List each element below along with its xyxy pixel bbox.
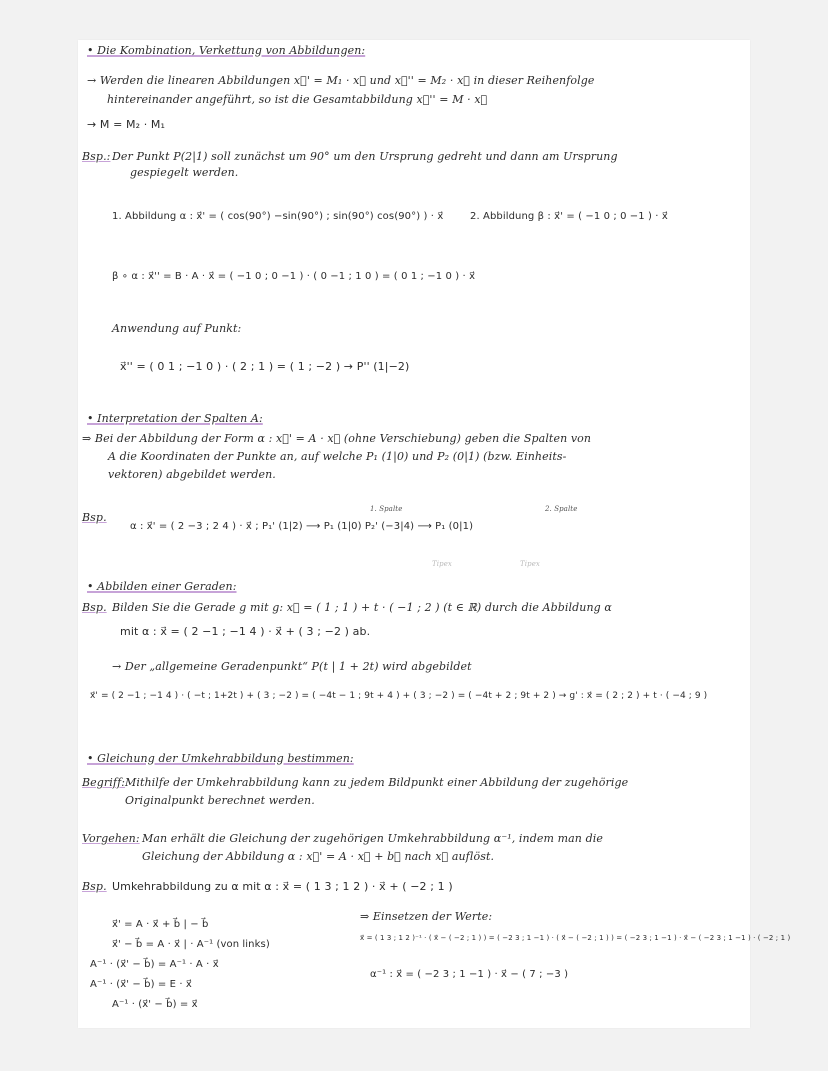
umkehr-bsp: Umkehrabbildung zu α mit α : x⃗ = ( 1 3 ; 1 2 ) · x⃗ + ( −2 ; 1 ) xyxy=(112,880,453,893)
bsp-label-4: Bsp. xyxy=(82,880,107,893)
section-title-geraden: • Abbilden einer Geraden: xyxy=(87,580,237,593)
begriff-text-2: Originalpunkt berechnet werden. xyxy=(125,794,315,807)
abbildung-1: 1. Abbildung α : x⃗' = ( cos(90°) −sin(90°) ; sin(90°) cos(90°) ) · x⃗ xyxy=(112,211,444,222)
geraden-text-3: → Der „allgemeine Geradenpunkt“ P(t | 1 + 2t) wird abgebildet xyxy=(112,660,472,673)
spalten-text-2: A die Koordinaten der Punkte an, auf welche P₁ (1|0) und P₂ (0|1) (bzw. Einheits- xyxy=(108,450,567,463)
bsp1-text-2: gespiegelt werden. xyxy=(130,166,239,179)
bsp-label-2: Bsp. xyxy=(82,511,107,524)
verkettung-formula: → M = M₂ · M₁ xyxy=(87,118,166,131)
tipex-mark-2: Tipex xyxy=(520,560,540,568)
abbildung-2: 2. Abbildung β : x⃗' = ( −1 0 ; 0 −1 ) · x⃗ xyxy=(470,211,668,222)
geraden-text-1: Bilden Sie die Gerade g mit g: x⃗ = ( 1 ; 1 ) + t · ( −1 ; 2 ) (t ∈ ℝ) durch die Abbildung α xyxy=(112,601,612,614)
verkettung-text-2: hintereinander angeführt, so ist die Gesamtabbildung x⃗'' = M · x⃗ xyxy=(107,93,488,106)
verkettung-text-1: → Werden die linearen Abbildungen x⃗' = M₁ · x⃗ und x⃗'' = M₂ · x⃗ in dieser Reihenfolge xyxy=(87,74,595,87)
spalten-text-1: ⇒ Bei der Abbildung der Form α : x⃗' = A · x⃗ (ohne Verschiebung) geben die Spalten von xyxy=(82,432,592,445)
umkehr-step-5: A⁻¹ · (x⃗' − b⃗) = x⃗ xyxy=(112,999,198,1010)
geraden-calc: x⃗' = ( 2 −1 ; −1 4 ) · ( −t ; 1+2t ) + ( 3 ; −2 ) = ( −4t − 1 ; 9t + 4 ) + ( 3 ; −2 ) = ( −4t + 2 ; 9t + 2 ) → g' : x⃗ = ( 2 ; 2 ) + t · ( −4 ; 9 ) xyxy=(90,691,708,701)
tipex-mark-1: Tipex xyxy=(432,560,452,568)
einsetzen-label: ⇒ Einsetzen der Werte: xyxy=(360,910,493,923)
umkehr-step-2: x⃗' − b⃗ = A · x⃗ | · A⁻¹ (von links) xyxy=(112,939,270,950)
vorgehen-text-2: Gleichung der Abbildung α : x⃗' = A · x⃗ + b⃗ nach x⃗ auflöst. xyxy=(142,850,495,863)
bsp1-text-1: Der Punkt P(2|1) soll zunächst um 90° um den Ursprung gedreht und dann am Ursprung xyxy=(112,150,618,163)
bsp-label-3: Bsp. xyxy=(82,601,107,614)
anwendung-label: Anwendung auf Punkt: xyxy=(112,322,242,335)
section-title-spalten: • Interpretation der Spalten A: xyxy=(87,412,263,425)
note-spalte-1: 1. Spalte xyxy=(370,505,403,513)
spalten-formula: α : x⃗' = ( 2 −3 ; 2 4 ) · x⃗ ; P₁' (1|2) ⟶ P₁ (1|0) P₂' (−3|4) ⟶ P₁ (0|1) xyxy=(130,521,474,532)
geraden-text-2: mit α : x⃗ = ( 2 −1 ; −1 4 ) · x⃗ + ( 3 ; −2 ) ab. xyxy=(120,625,371,638)
umkehr-result: α⁻¹ : x⃗ = ( −2 3 ; 1 −1 ) · x⃗ − ( 7 ; −3 ) xyxy=(370,969,569,980)
einsetzen-calc: x⃗ = ( 1 3 ; 1 2 )⁻¹ · ( x⃗ − ( −2 ; 1 ) ) = ( −2 3 ; 1 −1 ) · ( x⃗ − ( −2 ; 1 ) ) = ( −2 3 ; 1 −1 ) · x⃗ − ( −2 3 ; 1 −1 ) · ( −2 ; 1 ) xyxy=(360,934,791,942)
umkehr-step-1: x⃗' = A · x⃗ + b⃗ | − b⃗ xyxy=(112,919,209,930)
umkehr-step-4: A⁻¹ · (x⃗' − b⃗) = E · x⃗ xyxy=(90,979,192,990)
begriff-label: Begriff: xyxy=(82,776,126,789)
vorgehen-label: Vorgehen: xyxy=(82,832,140,845)
section-title-verkettung: • Die Kombination, Verkettung von Abbildungen: xyxy=(87,44,366,57)
umkehr-step-3: A⁻¹ · (x⃗' − b⃗) = A⁻¹ · A · x⃗ xyxy=(90,959,219,970)
note-spalte-2: 2. Spalte xyxy=(545,505,578,513)
anwendung-calc: x⃗'' = ( 0 1 ; −1 0 ) · ( 2 ; 1 ) = ( 1 ; −2 ) → P'' (1|−2) xyxy=(120,360,410,373)
begriff-text-1: Mithilfe der Umkehrabbildung kann zu jedem Bildpunkt einer Abbildung der zugehörige xyxy=(125,776,629,789)
bsp-label-1: Bsp.: xyxy=(82,150,111,163)
verkettung-calc: β ∘ α : x⃗'' = B · A · x⃗ = ( −1 0 ; 0 −1 ) · ( 0 −1 ; 1 0 ) = ( 0 1 ; −1 0 ) · x⃗ xyxy=(112,271,476,282)
section-title-umkehr: • Gleichung der Umkehrabbildung bestimmen: xyxy=(87,752,354,765)
spalten-text-3: vektoren) abgebildet werden. xyxy=(108,468,276,481)
vorgehen-text-1: Man erhält die Gleichung der zugehörigen Umkehrabbildung α⁻¹, indem man die xyxy=(142,832,603,845)
